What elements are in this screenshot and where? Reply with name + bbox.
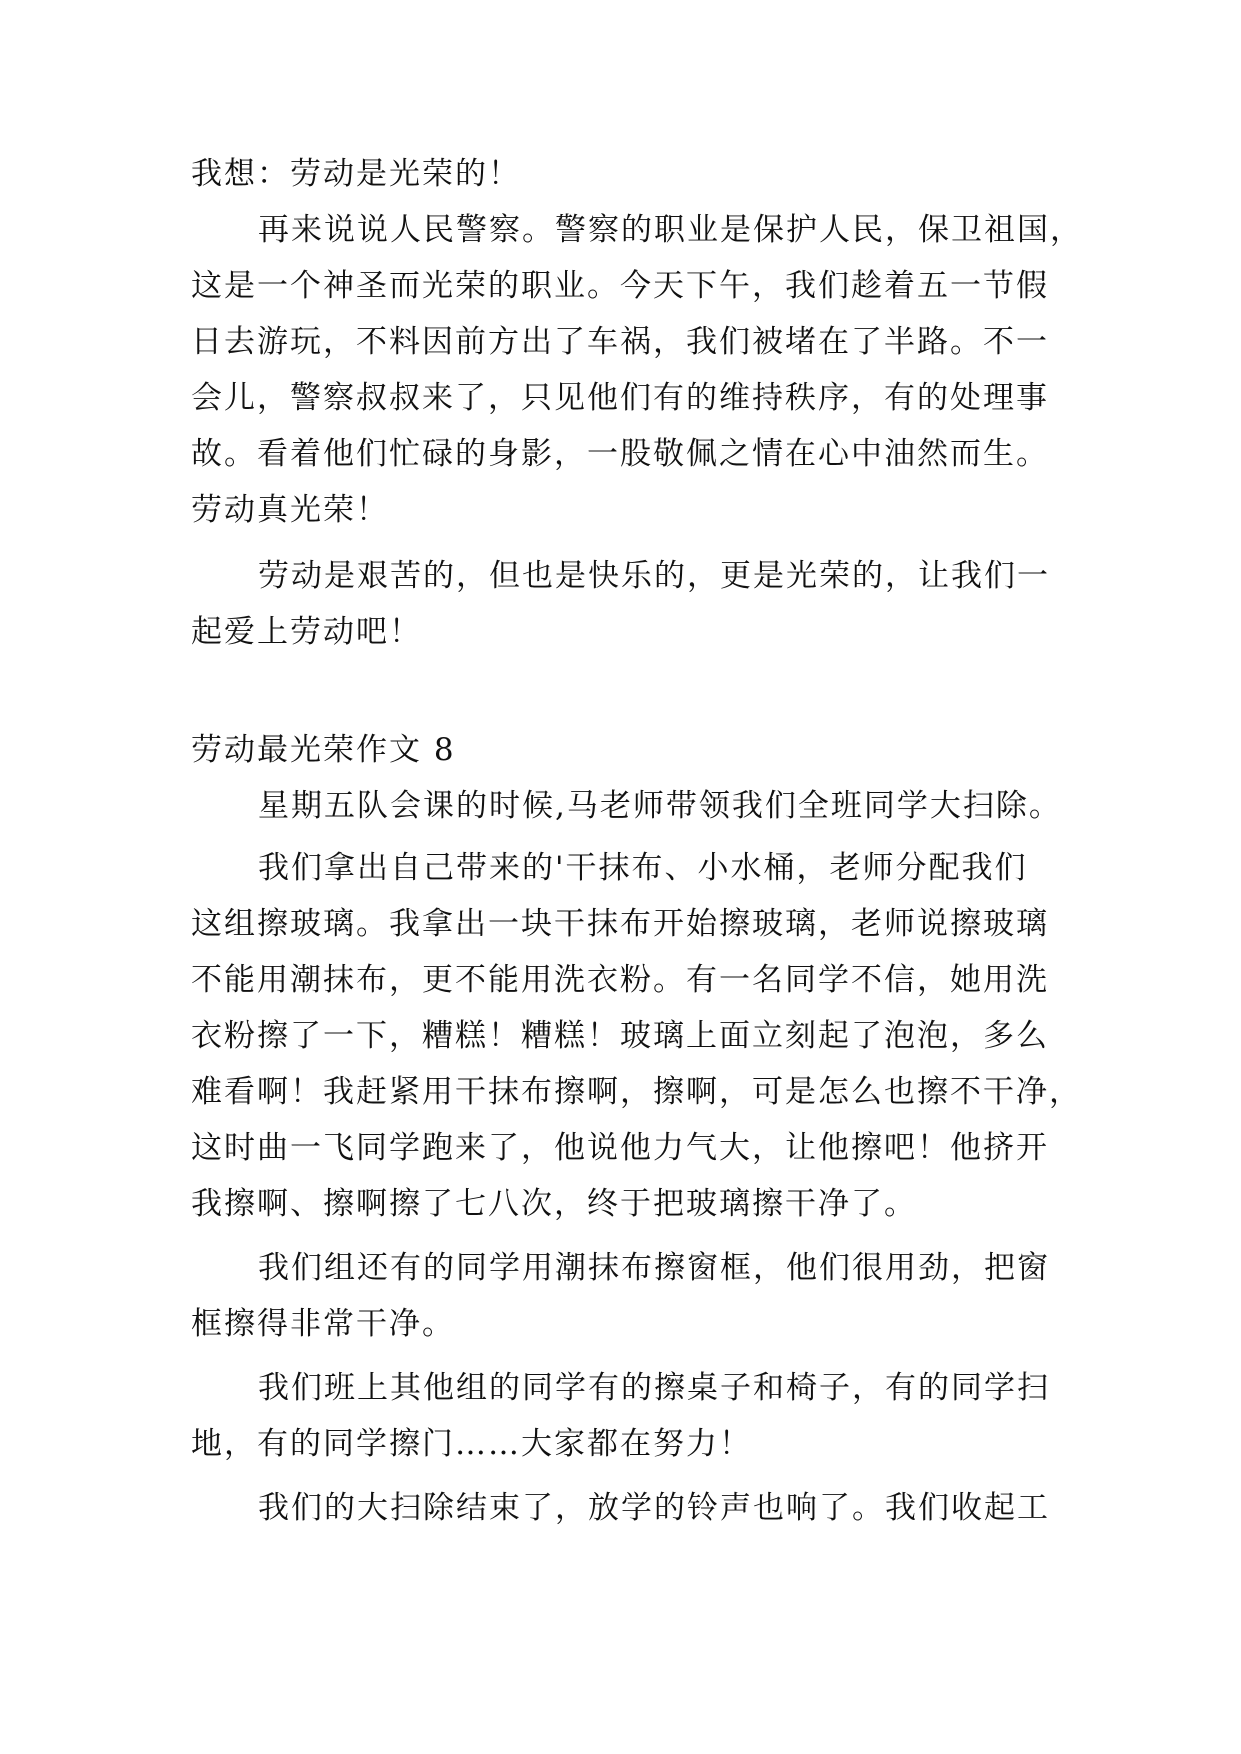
text-line: 星期五队会课的时候,马老师带领我们全班同学大扫除。 (258, 788, 1062, 824)
text-line: 会儿，警察叔叔来了，只见他们有的维持秩序，有的处理事 (191, 380, 1049, 416)
text-line: 我们拿出自己带来的'干抹布、小水桶，老师分配我们 (258, 850, 1028, 886)
section-heading: 劳动最光荣作文 8 (191, 732, 456, 768)
text-line: 衣粉擦了一下，糟糕！糟糕！玻璃上面立刻起了泡泡，多么 (191, 1018, 1049, 1054)
text-line: 日去游玩，不料因前方出了车祸，我们被堵在了半路。不一 (191, 324, 1049, 360)
text-line: 劳动真光荣！ (191, 492, 389, 528)
text-line: 再来说说人民警察。警察的职业是保护人民，保卫祖国， (258, 212, 1083, 248)
text-line: 起爱上劳动吧！ (191, 614, 422, 650)
text-line: 难看啊！我赶紧用干抹布擦啊，擦啊，可是怎么也擦不干净， (191, 1074, 1082, 1110)
text-line: 我想：劳动是光荣的！ (191, 156, 521, 192)
text-line: 这组擦玻璃。我拿出一块干抹布开始擦玻璃，老师说擦玻璃 (191, 906, 1049, 942)
text-line: 我擦啊、擦啊擦了七八次，终于把玻璃擦干净了。 (191, 1186, 917, 1222)
text-line: 这时曲一飞同学跑来了，他说他力气大，让他擦吧！他挤开 (191, 1130, 1049, 1166)
text-line: 这是一个神圣而光荣的职业。今天下午，我们趁着五一节假 (191, 268, 1049, 304)
text-line: 我们的大扫除结束了，放学的铃声也响了。我们收起工 (258, 1490, 1050, 1526)
text-line: 框擦得非常干净。 (191, 1306, 455, 1342)
text-line: 地，有的同学擦门……大家都在努力！ (191, 1426, 752, 1462)
text-line: 故。看着他们忙碌的身影，一股敬佩之情在心中油然而生。 (191, 436, 1049, 472)
text-line: 我们组还有的同学用潮抹布擦窗框，他们很用劲，把窗 (258, 1250, 1050, 1286)
text-line: 我们班上其他组的同学有的擦桌子和椅子，有的同学扫 (258, 1370, 1050, 1406)
text-line: 劳动是艰苦的，但也是快乐的，更是光荣的，让我们一 (258, 558, 1050, 594)
text-line: 不能用潮抹布，更不能用洗衣粉。有一名同学不信，她用洗 (191, 962, 1049, 998)
